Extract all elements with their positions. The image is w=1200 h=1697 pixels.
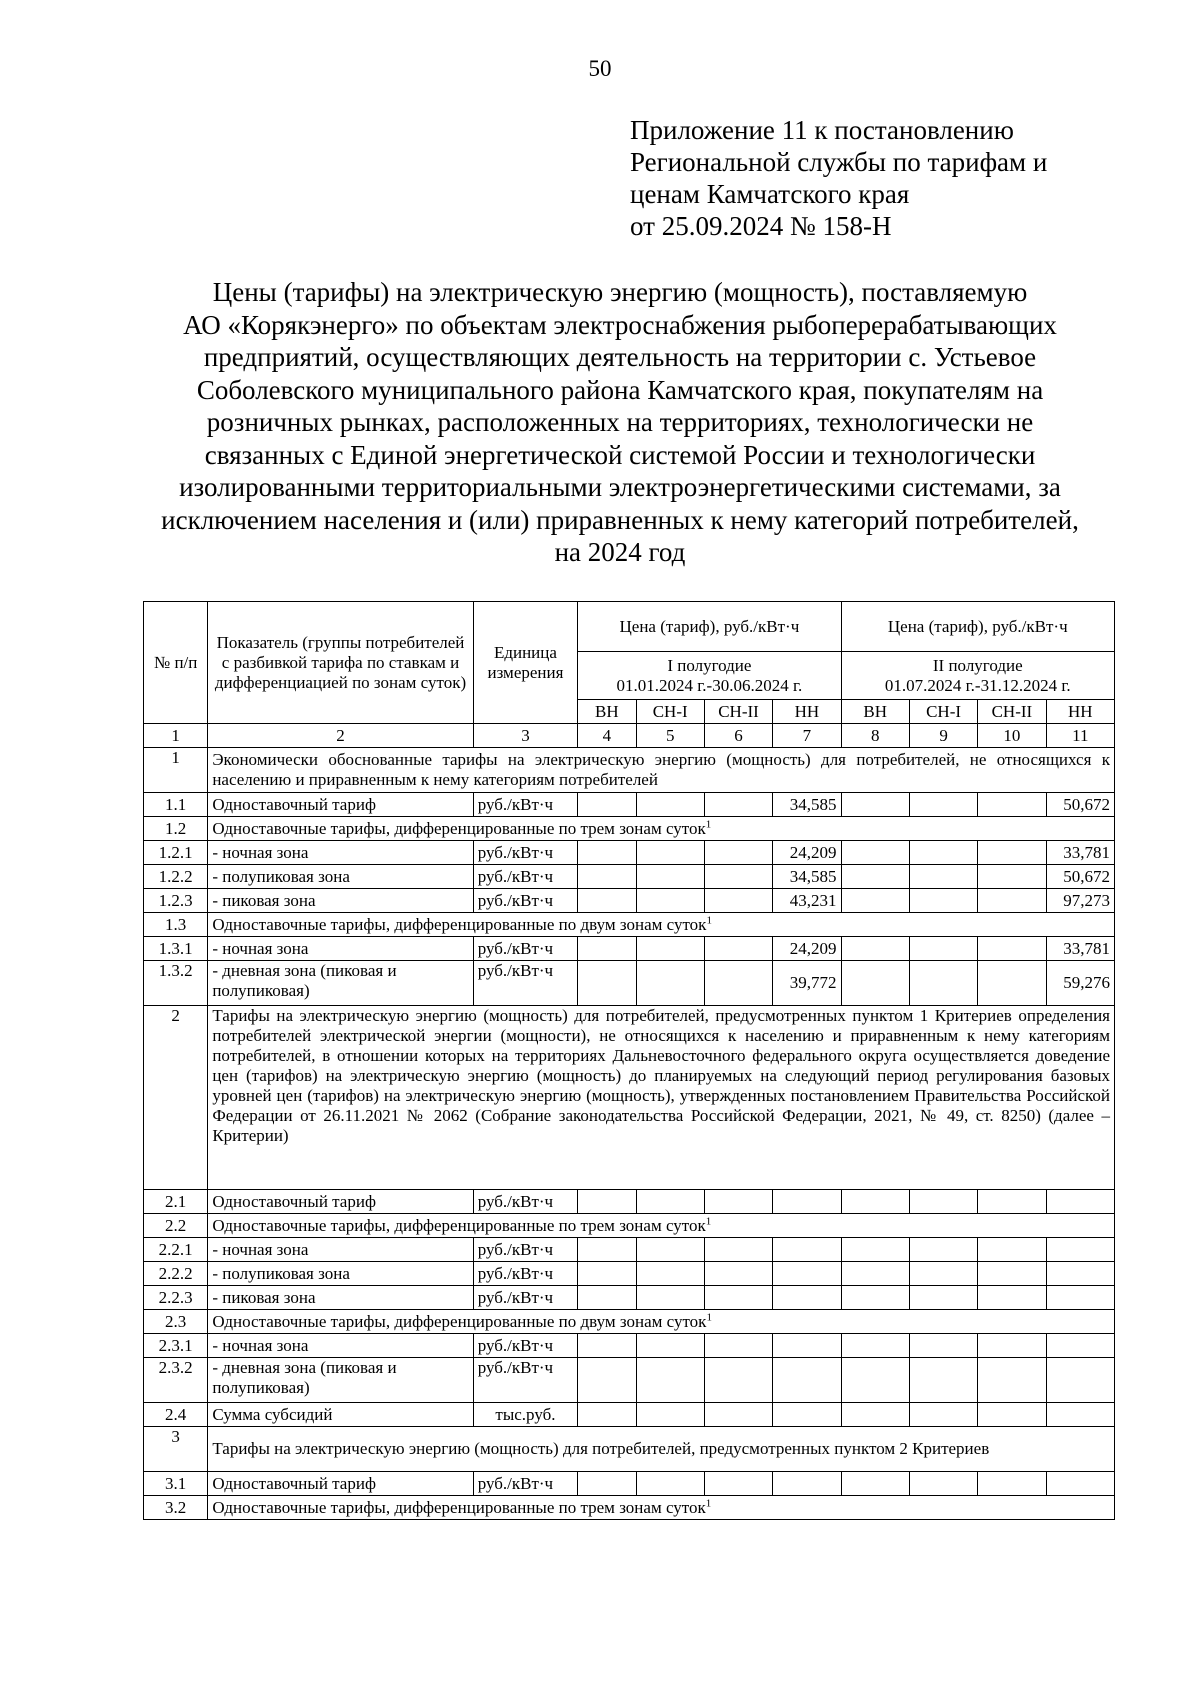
footnote-mark: 1 — [705, 1214, 712, 1227]
tariff-table — [143, 601, 1115, 1520]
empty-cell — [578, 937, 636, 961]
empty-cell — [978, 1358, 1046, 1403]
appendix-line: ценам Камчатского края — [630, 179, 910, 209]
footnote-mark: 1 — [705, 817, 712, 830]
empty-cell — [841, 1286, 909, 1310]
empty-cell — [841, 1472, 909, 1496]
empty-cell — [773, 1472, 841, 1496]
title-line: исключением населения и (или) приравненных к нему категорий потребителей, — [161, 504, 1079, 535]
nn-value-first: 34,585 — [773, 793, 841, 817]
row-unit: руб./кВт·ч — [473, 1262, 578, 1286]
empty-cell — [704, 1262, 772, 1286]
empty-cell — [841, 889, 909, 913]
empty-cell — [841, 1358, 909, 1403]
empty-cell — [636, 889, 704, 913]
subsection-row — [144, 1496, 1115, 1520]
empty-cell — [1046, 1190, 1114, 1214]
table-row — [144, 1238, 1115, 1262]
empty-cell — [978, 1238, 1046, 1262]
row-unit: руб./кВт·ч — [473, 1472, 578, 1496]
empty-cell — [704, 1472, 772, 1496]
nn-value-second: 50,672 — [1046, 793, 1114, 817]
voltage-level: НН — [773, 700, 841, 724]
row-number: 2.2.3 — [144, 1286, 208, 1310]
subsection-text — [208, 817, 1115, 841]
voltage-level: СН-II — [704, 700, 772, 724]
empty-cell — [1046, 1358, 1114, 1403]
row-name: Одноставочный тариф — [208, 1472, 473, 1496]
empty-cell — [636, 1358, 704, 1403]
section-row — [144, 748, 1115, 793]
empty-cell — [636, 841, 704, 865]
half-dates: 01.07.2024 г.-31.12.2024 г. — [884, 675, 1071, 695]
row-number: 2.3.2 — [144, 1358, 208, 1403]
section-row — [144, 1006, 1115, 1190]
column-number: 5 — [636, 724, 704, 748]
appendix-line: Приложение 11 к постановлению — [630, 115, 1014, 145]
table-row — [144, 841, 1115, 865]
header-price-second: Цена (тариф), руб./кВт·ч — [841, 602, 1114, 652]
table-row — [144, 1334, 1115, 1358]
row-unit: руб./кВт·ч — [473, 841, 578, 865]
subsection-row — [144, 1310, 1115, 1334]
empty-cell — [704, 1238, 772, 1262]
table-row — [144, 889, 1115, 913]
row-name: Сумма субсидий — [208, 1403, 473, 1427]
empty-cell — [978, 793, 1046, 817]
nn-value-second: 59,276 — [1046, 961, 1114, 1006]
empty-cell — [636, 937, 704, 961]
title-line: АО «Корякэнерго» по объектам электроснабжения рыбоперерабатывающих — [183, 309, 1057, 340]
section-row — [144, 1427, 1115, 1472]
empty-cell — [704, 1358, 772, 1403]
row-unit: руб./кВт·ч — [473, 1286, 578, 1310]
appendix-line: Региональной службы по тарифам и — [630, 147, 1048, 177]
empty-cell — [1046, 1238, 1114, 1262]
empty-cell — [1046, 1472, 1114, 1496]
empty-cell — [909, 1190, 977, 1214]
empty-cell — [704, 1190, 772, 1214]
empty-cell — [704, 865, 772, 889]
empty-cell — [909, 1334, 977, 1358]
empty-cell — [909, 1238, 977, 1262]
row-number: 1.2.1 — [144, 841, 208, 865]
empty-cell — [841, 937, 909, 961]
row-number: 2 — [144, 1006, 208, 1190]
column-numbers-row — [144, 724, 1115, 748]
subsection-row — [144, 1214, 1115, 1238]
title-line: изолированными территориальными электроэнергетическими системами, за — [179, 472, 1061, 502]
document-title — [140, 276, 1100, 569]
header-price-first: Цена (тариф), руб./кВт·ч — [578, 602, 841, 652]
table-row — [144, 793, 1115, 817]
column-number: 9 — [909, 724, 977, 748]
empty-cell — [578, 1190, 636, 1214]
empty-cell — [636, 1238, 704, 1262]
nn-value-second: 97,273 — [1046, 889, 1114, 913]
empty-cell — [704, 937, 772, 961]
empty-cell — [978, 889, 1046, 913]
empty-cell — [909, 1472, 977, 1496]
row-unit: руб./кВт·ч — [473, 1334, 578, 1358]
empty-cell — [704, 1334, 772, 1358]
empty-cell — [773, 1238, 841, 1262]
table-row — [144, 961, 1115, 1006]
empty-cell — [578, 865, 636, 889]
empty-cell — [978, 961, 1046, 1006]
row-unit: руб./кВт·ч — [473, 937, 578, 961]
empty-cell — [578, 1403, 636, 1427]
subsection-text — [208, 913, 1115, 937]
row-number: 1 — [144, 748, 208, 793]
row-unit: руб./кВт·ч — [473, 961, 578, 1006]
row-number: 1.2.3 — [144, 889, 208, 913]
empty-cell — [773, 1190, 841, 1214]
empty-cell — [773, 1286, 841, 1310]
empty-cell — [636, 1190, 704, 1214]
empty-cell — [578, 793, 636, 817]
row-number: 1.3.1 — [144, 937, 208, 961]
appendix-line: от 25.09.2024 № 158-Н — [630, 211, 892, 241]
empty-cell — [578, 1238, 636, 1262]
subsection-text — [208, 1214, 1115, 1238]
subsection-label: Одноставочные тарифы, дифференцированные по трем зонам суток — [212, 1497, 706, 1517]
empty-cell — [1046, 1403, 1114, 1427]
column-number: 8 — [841, 724, 909, 748]
title-line: Цены (тарифы) на электрическую энергию (мощность), поставляемую — [212, 277, 1028, 307]
empty-cell — [978, 1286, 1046, 1310]
voltage-level: ВН — [578, 700, 636, 724]
row-number: 3.2 — [144, 1496, 208, 1520]
empty-cell — [636, 865, 704, 889]
row-name: - ночная зона — [208, 841, 473, 865]
empty-cell — [636, 793, 704, 817]
empty-cell — [841, 1238, 909, 1262]
empty-cell — [841, 1262, 909, 1286]
column-number: 11 — [1046, 724, 1114, 748]
half-name: I полугодие — [667, 655, 752, 675]
empty-cell — [978, 1334, 1046, 1358]
empty-cell — [841, 865, 909, 889]
subsection-row — [144, 817, 1115, 841]
title-line: розничных рынках, расположенных на территориях, технологически не — [206, 407, 1034, 437]
title-line: связанных с Единой энергетической системой России и технологически — [204, 439, 1036, 470]
subsection-text — [208, 1496, 1115, 1520]
voltage-level: СН-I — [909, 700, 977, 724]
empty-cell — [841, 1403, 909, 1427]
subsection-text — [208, 1310, 1115, 1334]
empty-cell — [1046, 1262, 1114, 1286]
header-num: № п/п — [144, 602, 208, 724]
empty-cell — [578, 1358, 636, 1403]
empty-cell — [909, 1403, 977, 1427]
nn-value-first: 34,585 — [773, 865, 841, 889]
empty-cell — [773, 1358, 841, 1403]
empty-cell — [841, 961, 909, 1006]
header-half-first — [578, 652, 841, 700]
section-text: Тарифы на электрическую энергию (мощность) для потребителей, предусмотренных пунктом 1 Критериев определения потребителей электрической энергии (мощности), не относящихся к населению и приравненным к нему категориям потребителей, в отношении которых на территориях Дальневосточного федерального округа осуществляется доведение цен (тарифов) на электрическую энергию (мощность) до планируемых на следующий период регулирования базовых уровней цен (тарифов) на электрическую энергию (мощность), утвержденных постановлением Правительства Российской Федерации от 26.11.2021 № 2062 (Собрание законодательства Российской Федерации, 2021, № 49, ст. 8250) (далее – Критерии) — [208, 1006, 1115, 1190]
row-name: - дневная зона (пиковая и полупиковая) — [208, 1358, 473, 1403]
row-name: Одноставочный тариф — [208, 793, 473, 817]
row-unit: тыс.руб. — [473, 1403, 578, 1427]
footnote-mark: 1 — [706, 1310, 712, 1323]
empty-cell — [578, 1472, 636, 1496]
row-name: - пиковая зона — [208, 889, 473, 913]
empty-cell — [841, 793, 909, 817]
empty-cell — [578, 1286, 636, 1310]
row-number: 3.1 — [144, 1472, 208, 1496]
empty-cell — [578, 889, 636, 913]
subsection-label: Одноставочные тарифы, дифференцированные по двум зонам суток — [212, 914, 707, 934]
empty-cell — [704, 793, 772, 817]
row-number: 1.2 — [144, 817, 208, 841]
table-row — [144, 1262, 1115, 1286]
header-indicator: Показатель (группы потребителей с разбивкой тарифа по ставкам и дифференциацией по зонам суток) — [208, 602, 473, 724]
subsection-row — [144, 913, 1115, 937]
header-half-second — [841, 652, 1114, 700]
nn-value-first: 43,231 — [773, 889, 841, 913]
row-name: - пиковая зона — [208, 1286, 473, 1310]
nn-value-first: 24,209 — [773, 937, 841, 961]
half-dates: 01.01.2024 г.-30.06.2024 г. — [616, 675, 803, 695]
title-line: на 2024 год — [554, 537, 686, 567]
row-name: - полупиковая зона — [208, 865, 473, 889]
row-number: 2.2.1 — [144, 1238, 208, 1262]
empty-cell — [704, 841, 772, 865]
row-name: - дневная зона (пиковая и полупиковая) — [208, 961, 473, 1006]
header-unit: Единица измерения — [473, 602, 578, 724]
empty-cell — [636, 1472, 704, 1496]
footnote-mark: 1 — [706, 913, 712, 926]
section-text: Тарифы на электрическую энергию (мощность) для потребителей, предусмотренных пунктом 2 Критериев — [208, 1427, 1115, 1472]
column-number: 6 — [704, 724, 772, 748]
nn-value-first: 39,772 — [773, 961, 841, 1006]
table-row — [144, 1190, 1115, 1214]
appendix-reference — [630, 114, 1047, 242]
half-name: II полугодие — [932, 655, 1023, 675]
section-text: Экономически обоснованные тарифы на электрическую энергию (мощность) для потребителей, не относящихся к населению и приравненным к нему категориям потребителей — [208, 748, 1115, 793]
table-row — [144, 937, 1115, 961]
row-name: - ночная зона — [208, 1334, 473, 1358]
empty-cell — [909, 937, 977, 961]
row-number: 2.4 — [144, 1403, 208, 1427]
empty-cell — [578, 841, 636, 865]
empty-cell — [636, 961, 704, 1006]
row-unit: руб./кВт·ч — [473, 889, 578, 913]
empty-cell — [978, 1262, 1046, 1286]
title-line: предприятий, осуществляющих деятельность на территории с. Устьевое — [203, 342, 1037, 372]
row-unit: руб./кВт·ч — [473, 865, 578, 889]
empty-cell — [636, 1286, 704, 1310]
subsection-label: Одноставочные тарифы, дифференцированные по трем зонам суток — [212, 1215, 706, 1235]
empty-cell — [909, 889, 977, 913]
page-number: 50 — [588, 56, 612, 81]
empty-cell — [909, 1286, 977, 1310]
row-unit: руб./кВт·ч — [473, 793, 578, 817]
column-number: 2 — [208, 724, 473, 748]
table-row — [144, 865, 1115, 889]
empty-cell — [978, 937, 1046, 961]
row-name: Одноставочный тариф — [208, 1190, 473, 1214]
empty-cell — [704, 961, 772, 1006]
table-row — [144, 1358, 1115, 1403]
column-number: 1 — [144, 724, 208, 748]
row-number: 2.3.1 — [144, 1334, 208, 1358]
table-row — [144, 1286, 1115, 1310]
empty-cell — [773, 1403, 841, 1427]
row-number: 1.3.2 — [144, 961, 208, 1006]
voltage-level: НН — [1046, 700, 1114, 724]
empty-cell — [978, 841, 1046, 865]
subsection-label: Одноставочные тарифы, дифференцированные по трем зонам суток — [212, 818, 706, 838]
row-unit: руб./кВт·ч — [473, 1238, 578, 1262]
empty-cell — [1046, 1334, 1114, 1358]
nn-value-second: 33,781 — [1046, 841, 1114, 865]
table-row — [144, 1403, 1115, 1427]
table-row — [144, 1472, 1115, 1496]
row-name: - ночная зона — [208, 1238, 473, 1262]
footnote-mark: 1 — [705, 1496, 712, 1509]
empty-cell — [841, 1334, 909, 1358]
column-number: 4 — [578, 724, 636, 748]
empty-cell — [578, 1262, 636, 1286]
row-unit: руб./кВт·ч — [473, 1190, 578, 1214]
row-number: 3 — [144, 1427, 208, 1472]
row-number: 2.1 — [144, 1190, 208, 1214]
header-row — [144, 602, 1115, 652]
nn-value-second: 33,781 — [1046, 937, 1114, 961]
empty-cell — [773, 1334, 841, 1358]
nn-value-first: 24,209 — [773, 841, 841, 865]
empty-cell — [909, 793, 977, 817]
row-number: 1.3 — [144, 913, 208, 937]
empty-cell — [909, 961, 977, 1006]
empty-cell — [978, 1472, 1046, 1496]
row-name: - полупиковая зона — [208, 1262, 473, 1286]
empty-cell — [636, 1334, 704, 1358]
row-number: 2.3 — [144, 1310, 208, 1334]
empty-cell — [578, 1334, 636, 1358]
column-number: 10 — [978, 724, 1046, 748]
subsection-label: Одноставочные тарифы, дифференцированные по двум зонам суток — [212, 1311, 707, 1331]
voltage-level: СН-II — [978, 700, 1046, 724]
row-number: 1.2.2 — [144, 865, 208, 889]
empty-cell — [704, 889, 772, 913]
nn-value-second: 50,672 — [1046, 865, 1114, 889]
row-name: - ночная зона — [208, 937, 473, 961]
voltage-level: СН-I — [636, 700, 704, 724]
empty-cell — [636, 1403, 704, 1427]
title-line: Соболевского муниципального района Камчатского края, покупателям на — [196, 374, 1044, 405]
empty-cell — [909, 1262, 977, 1286]
row-number: 2.2.2 — [144, 1262, 208, 1286]
empty-cell — [978, 1190, 1046, 1214]
empty-cell — [636, 1262, 704, 1286]
voltage-level: ВН — [841, 700, 909, 724]
empty-cell — [978, 1403, 1046, 1427]
empty-cell — [909, 841, 977, 865]
column-number: 7 — [773, 724, 841, 748]
empty-cell — [978, 865, 1046, 889]
empty-cell — [841, 1190, 909, 1214]
empty-cell — [773, 1262, 841, 1286]
empty-cell — [578, 961, 636, 1006]
empty-cell — [909, 865, 977, 889]
empty-cell — [1046, 1286, 1114, 1310]
row-number: 1.1 — [144, 793, 208, 817]
empty-cell — [841, 841, 909, 865]
row-number: 2.2 — [144, 1214, 208, 1238]
empty-cell — [909, 1358, 977, 1403]
empty-cell — [704, 1403, 772, 1427]
column-number: 3 — [473, 724, 578, 748]
row-unit: руб./кВт·ч — [473, 1358, 578, 1403]
empty-cell — [704, 1286, 772, 1310]
